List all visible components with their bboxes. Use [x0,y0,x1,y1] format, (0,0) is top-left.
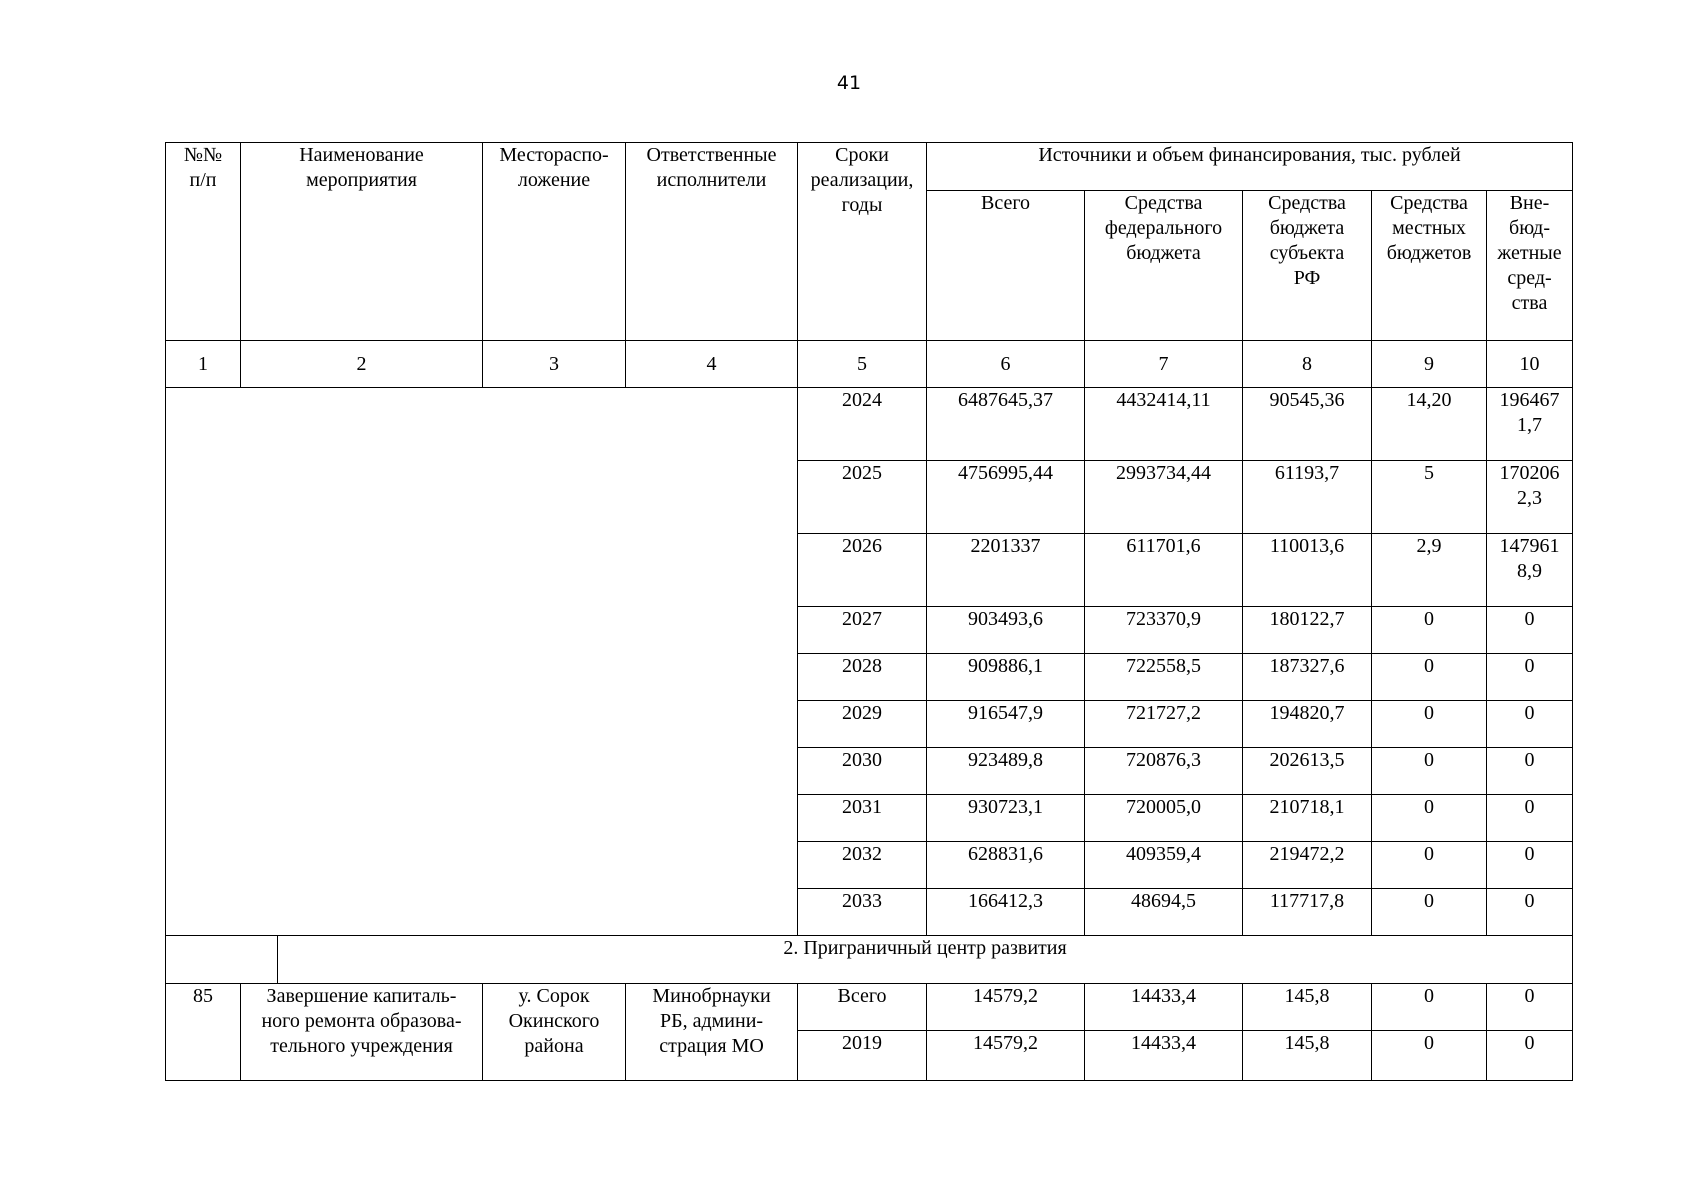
year-cell: 2027 [798,607,927,654]
federal-cell: 720005,0 [1085,795,1243,842]
header-col-name: Наименование мероприятия [241,143,483,341]
section-spacer [166,936,278,984]
year-cell: 2032 [798,842,927,889]
total-cell: 923489,8 [927,748,1085,795]
federal-cell: 723370,9 [1085,607,1243,654]
regional-cell: 90545,36 [1243,388,1372,461]
year-cell: 2024 [798,388,927,461]
total-cell: 628831,6 [927,842,1085,889]
federal-cell: 14433,4 [1085,984,1243,1031]
extra-cell: 0 [1487,889,1573,936]
extra-cell: 0 [1487,984,1573,1031]
extra-cell: 0 [1487,842,1573,889]
regional-cell: 219472,2 [1243,842,1372,889]
total-cell: 903493,6 [927,607,1085,654]
continued-blank-cell [166,388,798,936]
local-cell: 0 [1372,654,1487,701]
header-col-responsible: Ответственные исполнители [626,143,798,341]
federal-cell: 14433,4 [1085,1031,1243,1081]
column-number: 9 [1372,341,1487,388]
column-number: 3 [483,341,626,388]
regional-cell: 194820,7 [1243,701,1372,748]
year-cell: 2030 [798,748,927,795]
total-cell: 166412,3 [927,889,1085,936]
local-cell: 0 [1372,889,1487,936]
year-cell: 2033 [798,889,927,936]
total-cell: 6487645,37 [927,388,1085,461]
extra-cell: 170206 2,3 [1487,461,1573,534]
period-cell: Всего [798,984,927,1031]
financing-table [165,142,1573,1081]
regional-cell: 110013,6 [1243,534,1372,607]
header-col-federal: Средства федерального бюджета [1085,191,1243,341]
column-number: 4 [626,341,798,388]
regional-cell: 180122,7 [1243,607,1372,654]
extra-cell: 0 [1487,607,1573,654]
header-funding-group: Источники и объем финансирования, тыс. рублей [927,143,1573,191]
page-number: 41 [836,72,862,94]
regional-cell: 117717,8 [1243,889,1372,936]
year-cell: 2029 [798,701,927,748]
header-col-location: Местораспо- ложение [483,143,626,341]
extra-cell: 147961 8,9 [1487,534,1573,607]
federal-cell: 48694,5 [1085,889,1243,936]
extra-cell: 0 [1487,654,1573,701]
federal-cell: 409359,4 [1085,842,1243,889]
header-col-local: Средства местных бюджетов [1372,191,1487,341]
item-row [166,984,1573,1031]
local-cell: 0 [1372,748,1487,795]
year-cell: 2031 [798,795,927,842]
period-cell: 2019 [798,1031,927,1081]
local-cell: 5 [1372,461,1487,534]
column-number: 6 [927,341,1085,388]
local-cell: 14,20 [1372,388,1487,461]
item-location: у. Сорок Окинского района [483,984,626,1081]
column-number: 10 [1487,341,1573,388]
local-cell: 2,9 [1372,534,1487,607]
regional-cell: 187327,6 [1243,654,1372,701]
extra-cell: 0 [1487,701,1573,748]
column-number: 7 [1085,341,1243,388]
year-cell: 2026 [798,534,927,607]
total-cell: 916547,9 [927,701,1085,748]
column-number: 8 [1243,341,1372,388]
federal-cell: 720876,3 [1085,748,1243,795]
total-cell: 909886,1 [927,654,1085,701]
extra-cell: 0 [1487,748,1573,795]
extra-cell: 0 [1487,795,1573,842]
federal-cell: 721727,2 [1085,701,1243,748]
local-cell: 0 [1372,842,1487,889]
header-col-regional: Средства бюджета субъекта РФ [1243,191,1372,341]
local-cell: 0 [1372,1031,1487,1081]
column-number: 5 [798,341,927,388]
header-col-total: Всего [927,191,1085,341]
header-col-num: №№ п/п [166,143,241,341]
year-row [166,388,1573,461]
federal-cell: 611701,6 [1085,534,1243,607]
section-row [166,936,1573,984]
extra-cell: 196467 1,7 [1487,388,1573,461]
federal-cell: 2993734,44 [1085,461,1243,534]
regional-cell: 145,8 [1243,984,1372,1031]
header-col-extra: Вне- бюд- жетные сред- ства [1487,191,1573,341]
item-responsible: Минобрнауки РБ, админи- страция МО [626,984,798,1081]
regional-cell: 145,8 [1243,1031,1372,1081]
regional-cell: 210718,1 [1243,795,1372,842]
total-cell: 14579,2 [927,984,1085,1031]
year-cell: 2025 [798,461,927,534]
local-cell: 0 [1372,984,1487,1031]
header-col-period: Сроки реализации, годы [798,143,927,341]
column-number-row [166,341,1573,388]
item-name: Завершение капиталь- ного ремонта образова- тельного учреждения [241,984,483,1081]
regional-cell: 61193,7 [1243,461,1372,534]
section-title: 2. Приграничный центр развития [278,936,1573,984]
local-cell: 0 [1372,795,1487,842]
total-cell: 14579,2 [927,1031,1085,1081]
total-cell: 4756995,44 [927,461,1085,534]
total-cell: 2201337 [927,534,1085,607]
federal-cell: 722558,5 [1085,654,1243,701]
year-cell: 2028 [798,654,927,701]
item-number: 85 [166,984,241,1081]
column-number: 2 [241,341,483,388]
total-cell: 930723,1 [927,795,1085,842]
column-number: 1 [166,341,241,388]
header-row [166,143,1573,191]
federal-cell: 4432414,11 [1085,388,1243,461]
local-cell: 0 [1372,607,1487,654]
extra-cell: 0 [1487,1031,1573,1081]
local-cell: 0 [1372,701,1487,748]
regional-cell: 202613,5 [1243,748,1372,795]
